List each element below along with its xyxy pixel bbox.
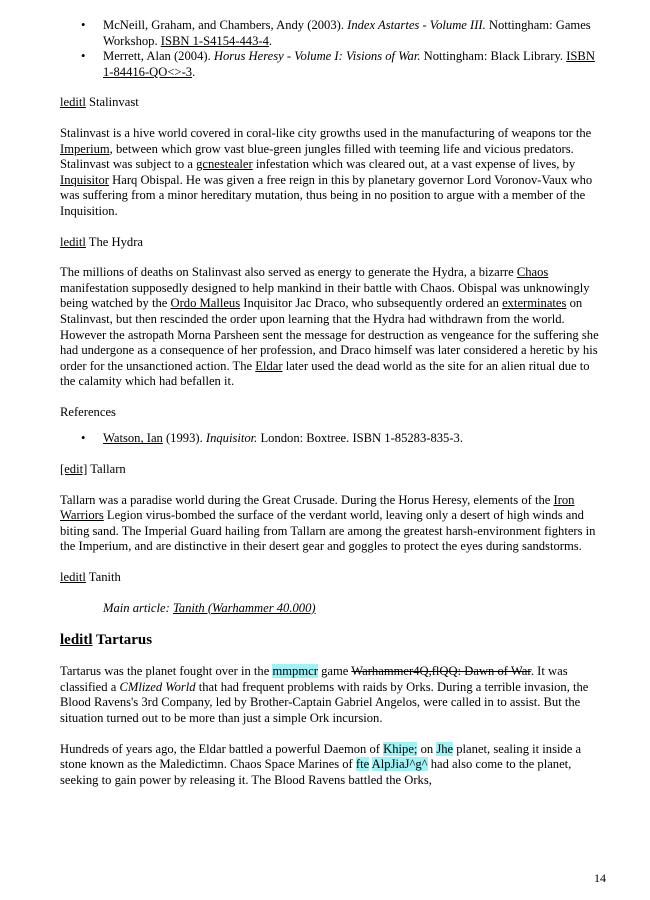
citation-publisher: Nottingham: Black Library. bbox=[420, 49, 567, 64]
section-heading-tartarus bbox=[60, 631, 600, 649]
section-title: Stalinvast bbox=[85, 95, 139, 110]
citation-title: Horus Heresy - Volume I: Visions of War. bbox=[213, 49, 421, 64]
section-title: Tanith bbox=[85, 570, 121, 585]
highlighted-text: mmpmcr bbox=[272, 664, 318, 679]
section-title: The Hydra bbox=[85, 234, 144, 249]
genestealer-link[interactable]: gcnestealer bbox=[196, 157, 253, 172]
list-item bbox=[103, 49, 600, 80]
ordo-malleus-link[interactable]: Ordo Malleus bbox=[170, 296, 241, 311]
section-heading-tallarn bbox=[60, 462, 600, 478]
citation-title: Index Astartes - Volume III. bbox=[347, 18, 486, 32]
paragraph-hydra: The millions of deaths on Stalinvast also served as energy to generate the Hydra, a bizarre Chaos manifestation supposedly designed to help mankind in their battle with Chaos. Obispal was unknowingly being watched by the Ordo Malleus Inquisitor Jac Draco, who subsequently ordered an exterminates on Stalinvast, but then rescinded the order upon learning that the Hydra had withdrawn from the world. However the astropath Morna Parsheen sent the message for destruction as vengeance for the suffering she had undergone as a consequence of her profession, and Draco himself was later considered a heretic by his order for the unsanctioned action. The Eldar later used the dead world as the site for an alien ritual due to the calamity which had befallen it. bbox=[60, 265, 599, 389]
bibliography-list bbox=[60, 18, 600, 80]
inquisitor-link[interactable]: Inquisitor bbox=[60, 172, 109, 187]
isbn-link[interactable]: ISBN 1-S4154-443-4 bbox=[160, 33, 269, 48]
chaos-link[interactable]: Chaos bbox=[516, 265, 549, 280]
civilised-world-term: CMlized World bbox=[119, 679, 196, 694]
citation-end: . bbox=[268, 33, 273, 48]
paragraph-tartarus-2: Hundreds of years ago, the Eldar battled a powerful Daemon of Khipe; on Jhe planet, sealing it inside a stone known as the Maledictimn. Chaos Space Marines of fte AlpJiaJ^g^ had also come to the planet, seeking to gain power by releasing it. The Blood Ravens battled the Orks, bbox=[60, 741, 582, 787]
game-title-strikethrough: Warhammer4Q,flQQ: Dawn of War bbox=[351, 664, 531, 679]
citation-title: Inquisitor. bbox=[205, 431, 258, 446]
section-title: Tallarn bbox=[87, 462, 126, 477]
edit-link[interactable]: leditl bbox=[60, 95, 86, 110]
highlighted-text: fte bbox=[355, 757, 370, 772]
list-item: • Watson, Ian (1993). Inquisitor. London: Boxtree. ISBN 1-85283-835-3. bbox=[103, 431, 600, 447]
iron-warriors-link[interactable]: Iron Warriors bbox=[60, 492, 575, 523]
edit-link[interactable]: leditl bbox=[60, 570, 86, 585]
list-item bbox=[103, 18, 600, 49]
tanith-article-link[interactable]: Tanith (Warhammer 40.000) bbox=[172, 600, 316, 615]
section-heading-tanith bbox=[60, 570, 600, 586]
exterminatus-link[interactable]: exterminates bbox=[502, 296, 567, 311]
citation-end: . bbox=[192, 64, 196, 79]
main-article-note: Main article: Tanith (Warhammer 40.000) bbox=[103, 600, 316, 615]
edit-link[interactable]: leditl bbox=[60, 234, 86, 249]
highlighted-text: AlpJiaJ^g^ bbox=[371, 757, 428, 772]
document-page bbox=[60, 18, 600, 788]
eldar-link[interactable]: Eldar bbox=[255, 358, 283, 373]
paragraph-stalinvast: Stalinvast is a hive world covered in coral-like city growths used in the manufacturing of weapons tor the Imperium, between which grow vast blue-green jungles filled with teeming life and vicious predators. Stalinvast was subject to a gcnestealer infestation which was cleared out, at a vast expense of lives, by Inquisitor Harq Obispal. He was given a free reign in this by planetary governor Lord Voronov-Vaux who was suffering from a minor hereditary mutation, thus being in no position to argue with a member of the Inquisition. bbox=[60, 125, 593, 218]
author-link[interactable]: Watson, Ian bbox=[103, 431, 163, 446]
citation-publisher: Nottingham: Games Workshop. bbox=[103, 18, 591, 48]
paragraph-tartarus-1: Tartarus was the planet fought over in the mmpmcr game Warhammer4Q,flQQ: Dawn of War. It was classified a CMlized World that had frequent problems with raids by Orks. During a terrible invasion, the Blood Ravens's 3rd Company, led by Brother-Captain Gabriel Angelos, were called in to assist. But the situation turned out to be more than just a simple Ork incursion. bbox=[60, 664, 589, 725]
section-title: Tartarus bbox=[92, 632, 153, 649]
citation-authors: McNeill, Graham, and Chambers, Andy (2003). bbox=[103, 18, 348, 32]
section-heading-hydra bbox=[60, 235, 600, 251]
edit-link[interactable]: [edit] bbox=[60, 462, 88, 477]
highlighted-text: Khipe; bbox=[383, 741, 418, 756]
imperium-link[interactable]: Imperium, bbox=[60, 141, 113, 156]
highlighted-text: Jhe bbox=[436, 741, 454, 756]
paragraph-tallarn: Tallarn was a paradise world during the Great Crusade. During the Horus Heresy, elements of the Iron Warriors Legion virus-bombed the surface of the verdant world, leaving only a desert of high winds and biting sand. The Imperial Guard hailing from Tallarn are among the greatest harsh-environment fighters in the Imperium, and are distinctive in their desert gear and goggles to protect the eyes during sandstorms. bbox=[60, 492, 596, 554]
page-number: 14 bbox=[594, 871, 606, 885]
isbn-link[interactable]: ISBN 1-84416-QO<>-3 bbox=[103, 49, 595, 79]
references-list bbox=[60, 431, 600, 447]
section-heading-stalinvast bbox=[60, 95, 600, 111]
edit-link[interactable]: leditl bbox=[60, 632, 93, 649]
references-heading: References bbox=[60, 404, 116, 419]
citation-authors: Merrett, Alan (2004). bbox=[103, 49, 214, 64]
